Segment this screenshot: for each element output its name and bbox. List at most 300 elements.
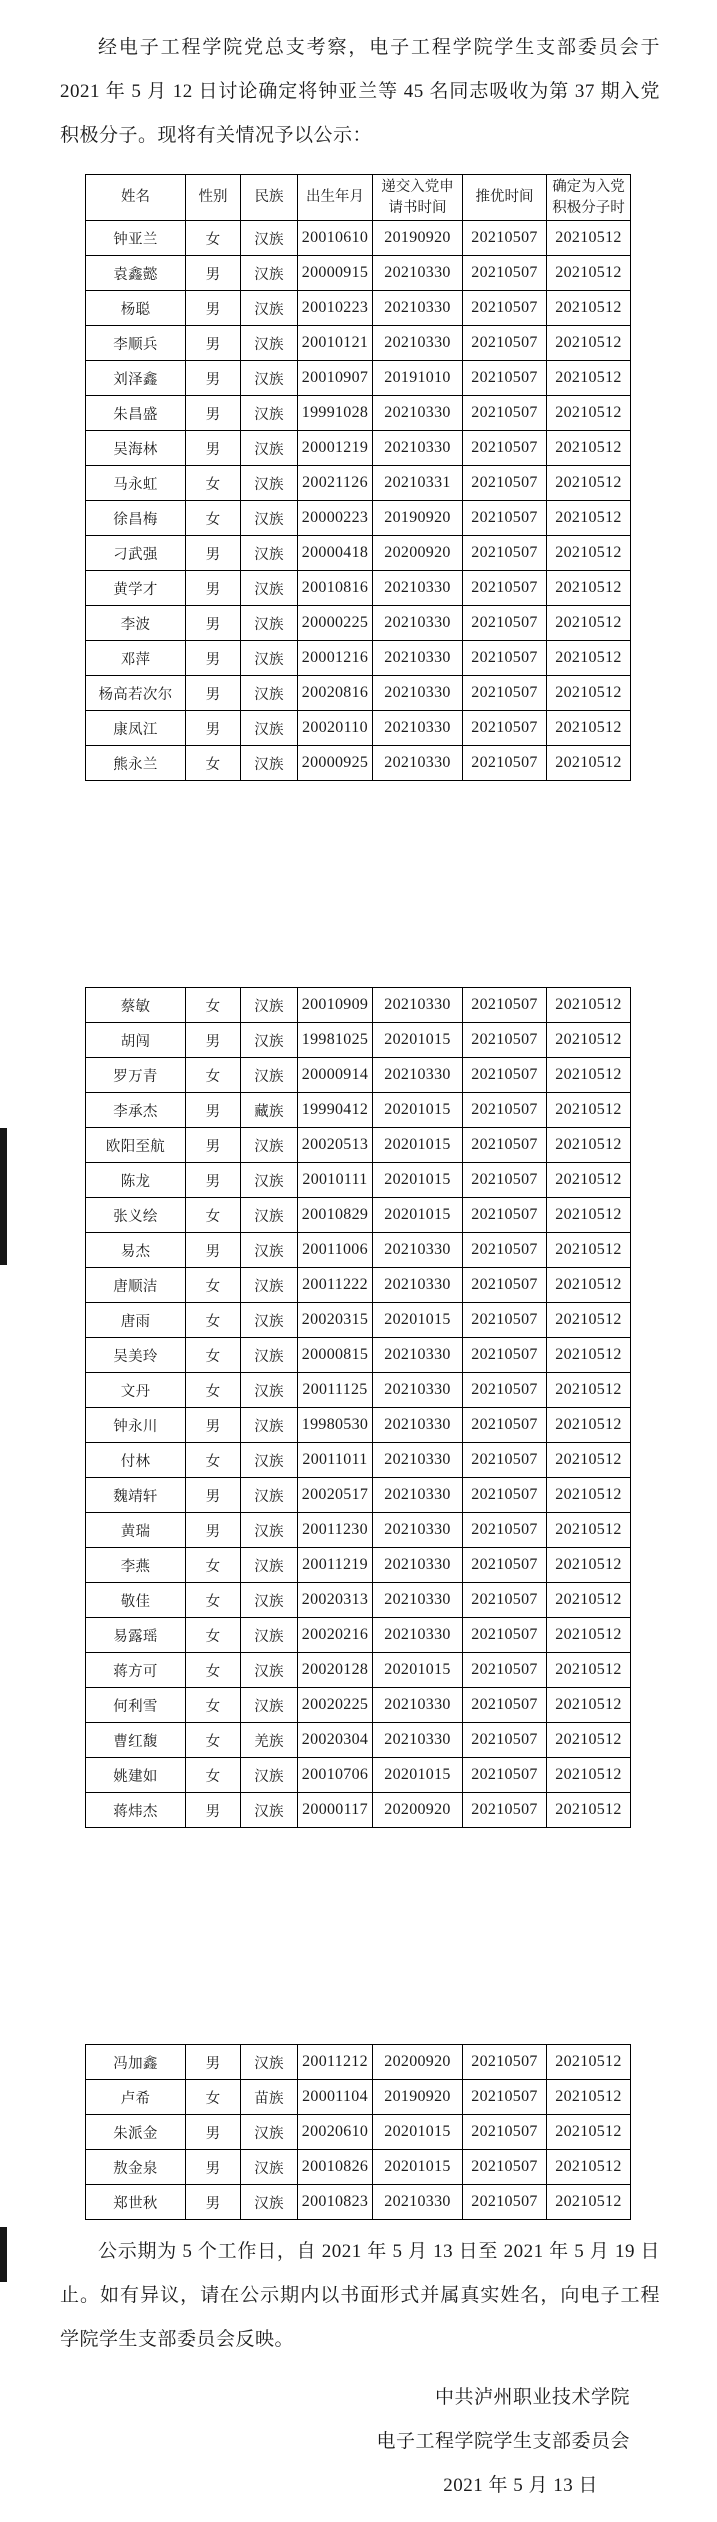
table-cell: 20190920 (373, 501, 463, 536)
table-cell: 20210512 (547, 1268, 631, 1303)
table-cell: 20210330 (373, 291, 463, 326)
table-cell: 汉族 (241, 431, 298, 466)
table-cell: 汉族 (241, 1758, 298, 1793)
table-row (86, 291, 631, 326)
table-row (86, 1338, 631, 1373)
table-cell: 文丹 (86, 1373, 186, 1408)
table-cell: 女 (186, 1198, 241, 1233)
table-cell: 汉族 (241, 1128, 298, 1163)
table-cell: 汉族 (241, 1058, 298, 1093)
table-cell: 20210507 (463, 676, 547, 711)
roster-rows-page-3 (86, 2045, 631, 2220)
table-cell: 胡闯 (86, 1023, 186, 1058)
table-cell: 20201015 (373, 1128, 463, 1163)
table-row (86, 1268, 631, 1303)
table-cell: 女 (186, 2080, 241, 2115)
table-cell: 20210507 (463, 1513, 547, 1548)
table-cell: 20210330 (373, 1548, 463, 1583)
table-cell: 20210507 (463, 1443, 547, 1478)
table-cell: 陈龙 (86, 1163, 186, 1198)
table-cell: 20210512 (547, 1338, 631, 1373)
table-cell: 20010223 (298, 291, 373, 326)
table-cell: 20210330 (373, 676, 463, 711)
table-cell: 汉族 (241, 1618, 298, 1653)
table-cell: 汉族 (241, 988, 298, 1023)
table-cell: 20210512 (547, 1513, 631, 1548)
table-cell: 20210330 (373, 326, 463, 361)
table-cell: 徐昌梅 (86, 501, 186, 536)
table-cell: 20210512 (547, 466, 631, 501)
table-cell: 姚建如 (86, 1758, 186, 1793)
roster-table-page-3 (85, 2044, 631, 2220)
table-cell: 20210512 (547, 1408, 631, 1443)
table-cell: 女 (186, 1443, 241, 1478)
table-cell: 汉族 (241, 711, 298, 746)
table-cell: 20020128 (298, 1653, 373, 1688)
table-cell: 汉族 (241, 361, 298, 396)
table-row (86, 641, 631, 676)
table-cell: 20200920 (373, 536, 463, 571)
table-cell: 熊永兰 (86, 746, 186, 781)
table-cell: 20201015 (373, 1023, 463, 1058)
table-cell: 杨聪 (86, 291, 186, 326)
table-cell: 藏族 (241, 1093, 298, 1128)
table-cell: 20210507 (463, 1758, 547, 1793)
intro-paragraph: 经电子工程学院党总支考察，电子工程学院学生支部委员会于 2021 年 5 月 12 日讨论确定将钟亚兰等 45 名同志吸收为第 37 期入党积极分子。现将有关情况予以公示： (60, 37, 660, 146)
table-cell: 20201015 (373, 2150, 463, 2185)
table-cell: 20000925 (298, 746, 373, 781)
table-cell: 李承杰 (86, 1093, 186, 1128)
table-cell: 女 (186, 1653, 241, 1688)
table-cell: 汉族 (241, 1163, 298, 1198)
table-cell: 汉族 (241, 1793, 298, 1828)
table-cell: 钟永川 (86, 1408, 186, 1443)
table-cell: 20210507 (463, 1303, 547, 1338)
table-cell: 20210512 (547, 256, 631, 291)
table-cell: 20210330 (373, 1233, 463, 1268)
table-cell: 20020610 (298, 2115, 373, 2150)
table-cell: 20210512 (547, 1618, 631, 1653)
table-cell: 20210330 (373, 606, 463, 641)
table-cell: 20210507 (463, 988, 547, 1023)
table-cell: 20210512 (547, 1583, 631, 1618)
table-cell: 汉族 (241, 1233, 298, 1268)
table-cell: 男 (186, 396, 241, 431)
table-cell: 汉族 (241, 501, 298, 536)
table-cell: 20210512 (547, 1758, 631, 1793)
table-cell: 20210330 (373, 746, 463, 781)
table-cell: 女 (186, 1338, 241, 1373)
table-cell: 20210507 (463, 2115, 547, 2150)
table-cell: 张义绘 (86, 1198, 186, 1233)
table-cell: 20210507 (463, 1548, 547, 1583)
table-cell: 汉族 (241, 466, 298, 501)
table-cell: 汉族 (241, 2150, 298, 2185)
table-row (86, 466, 631, 501)
table-cell: 钟亚兰 (86, 221, 186, 256)
table-cell: 20210330 (373, 711, 463, 746)
table-cell: 汉族 (241, 2115, 298, 2150)
header-row (86, 175, 631, 221)
roster-table-page-1 (85, 174, 631, 781)
table-cell: 20011230 (298, 1513, 373, 1548)
table-cell: 20200920 (373, 1793, 463, 1828)
table-cell: 男 (186, 1408, 241, 1443)
table-cell: 20210507 (463, 1583, 547, 1618)
table-cell: 20210507 (463, 1268, 547, 1303)
table-cell: 20210507 (463, 1653, 547, 1688)
column-header-name: 姓名 (86, 175, 186, 221)
table-cell: 黄瑞 (86, 1513, 186, 1548)
table-cell: 20210512 (547, 641, 631, 676)
table-cell: 20201015 (373, 1758, 463, 1793)
table-cell: 20210507 (463, 606, 547, 641)
table-cell: 20210330 (373, 2185, 463, 2220)
table-cell: 20210507 (463, 746, 547, 781)
table-cell: 杨高若次尔 (86, 676, 186, 711)
table-cell: 刘泽鑫 (86, 361, 186, 396)
table-cell: 易露瑶 (86, 1618, 186, 1653)
table-cell: 20001219 (298, 431, 373, 466)
table-row (86, 2115, 631, 2150)
table-cell: 20210507 (463, 1338, 547, 1373)
table-cell: 20210512 (547, 2045, 631, 2080)
table-cell: 汉族 (241, 1338, 298, 1373)
column-header-recommendation-date: 推优时间 (463, 175, 547, 221)
roster-table-page-2 (85, 987, 631, 1828)
table-cell: 男 (186, 2045, 241, 2080)
table-cell: 20210512 (547, 1058, 631, 1093)
table-row (86, 1023, 631, 1058)
table-cell: 汉族 (241, 1408, 298, 1443)
table-cell: 男 (186, 2150, 241, 2185)
table-cell: 20000815 (298, 1338, 373, 1373)
table-cell: 女 (186, 988, 241, 1023)
table-row (86, 1583, 631, 1618)
table-cell: 20210507 (463, 1128, 547, 1163)
table-cell: 男 (186, 711, 241, 746)
table-cell: 蔡敏 (86, 988, 186, 1023)
table-cell: 20210512 (547, 1548, 631, 1583)
table-cell: 女 (186, 1688, 241, 1723)
table-cell: 李燕 (86, 1548, 186, 1583)
table-cell: 男 (186, 2115, 241, 2150)
table-cell: 男 (186, 361, 241, 396)
table-cell: 20011011 (298, 1443, 373, 1478)
table-cell: 男 (186, 1163, 241, 1198)
table-cell: 20010907 (298, 361, 373, 396)
table-cell: 汉族 (241, 606, 298, 641)
table-cell: 20011212 (298, 2045, 373, 2080)
table-cell: 20020816 (298, 676, 373, 711)
table-cell: 男 (186, 1513, 241, 1548)
table-cell: 汉族 (241, 221, 298, 256)
table-row (86, 1198, 631, 1233)
table-row (86, 2080, 631, 2115)
table-cell: 20210330 (373, 641, 463, 676)
table-cell: 20210507 (463, 2080, 547, 2115)
table-cell: 20020304 (298, 1723, 373, 1758)
table-cell: 20210330 (373, 1688, 463, 1723)
table-cell: 汉族 (241, 1513, 298, 1548)
table-cell: 20210512 (547, 571, 631, 606)
table-cell: 20011125 (298, 1373, 373, 1408)
table-cell: 卢希 (86, 2080, 186, 2115)
table-cell: 20210512 (547, 501, 631, 536)
table-cell: 20011219 (298, 1548, 373, 1583)
table-cell: 20210507 (463, 1478, 547, 1513)
table-cell: 汉族 (241, 1268, 298, 1303)
table-cell: 20210507 (463, 1723, 547, 1758)
table-row (86, 1303, 631, 1338)
table-row (86, 1758, 631, 1793)
table-cell: 女 (186, 1548, 241, 1583)
table-cell: 20210507 (463, 431, 547, 466)
table-cell: 男 (186, 676, 241, 711)
table-cell: 苗族 (241, 2080, 298, 2115)
table-cell: 男 (186, 606, 241, 641)
table-cell: 汉族 (241, 326, 298, 361)
table-cell: 20210512 (547, 291, 631, 326)
table-row (86, 256, 631, 291)
table-cell: 19991028 (298, 396, 373, 431)
signature-org-line-2: 电子工程学院学生支部委员会 (376, 2431, 630, 2452)
table-cell: 20011006 (298, 1233, 373, 1268)
table-cell: 汉族 (241, 571, 298, 606)
table-cell: 何利雪 (86, 1688, 186, 1723)
table-cell: 20210512 (547, 1373, 631, 1408)
table-cell: 羌族 (241, 1723, 298, 1758)
table-row (86, 221, 631, 256)
table-cell: 20210512 (547, 1443, 631, 1478)
table-cell: 20010823 (298, 2185, 373, 2220)
table-cell: 汉族 (241, 641, 298, 676)
table-row (86, 501, 631, 536)
table-row (86, 1443, 631, 1478)
table-cell: 女 (186, 1723, 241, 1758)
table-cell: 20200920 (373, 2045, 463, 2080)
table-cell: 唐顺洁 (86, 1268, 186, 1303)
table-cell: 20190920 (373, 221, 463, 256)
table-cell: 20020216 (298, 1618, 373, 1653)
table-cell: 20210512 (547, 1303, 631, 1338)
table-cell: 敖金泉 (86, 2150, 186, 2185)
table-cell: 男 (186, 536, 241, 571)
table-cell: 20210330 (373, 1373, 463, 1408)
table-cell: 20210507 (463, 1373, 547, 1408)
table-cell: 20210512 (547, 676, 631, 711)
table-cell: 20210512 (547, 1128, 631, 1163)
table-cell: 20210507 (463, 1793, 547, 1828)
table-cell: 20210330 (373, 1478, 463, 1513)
table-cell: 女 (186, 746, 241, 781)
table-cell: 20210512 (547, 1093, 631, 1128)
table-cell: 20210512 (547, 361, 631, 396)
table-cell: 20210507 (463, 256, 547, 291)
table-cell: 20210507 (463, 1408, 547, 1443)
signature-org-line-1: 中共泸州职业技术学院 (434, 2387, 630, 2408)
table-cell: 20210507 (463, 641, 547, 676)
table-cell: 敬佳 (86, 1583, 186, 1618)
table-row (86, 1618, 631, 1653)
table-cell: 20010826 (298, 2150, 373, 2185)
table-cell: 20020313 (298, 1583, 373, 1618)
table-cell: 20210330 (373, 396, 463, 431)
table-cell: 唐雨 (86, 1303, 186, 1338)
table-cell: 袁鑫懿 (86, 256, 186, 291)
table-cell: 汉族 (241, 1023, 298, 1058)
table-cell: 黄学才 (86, 571, 186, 606)
table-cell: 20210507 (463, 501, 547, 536)
table-cell: 刁武强 (86, 536, 186, 571)
table-cell: 20000914 (298, 1058, 373, 1093)
table-row (86, 1093, 631, 1128)
table-cell: 20210512 (547, 431, 631, 466)
table-cell: 20210512 (547, 1478, 631, 1513)
table-cell: 女 (186, 1583, 241, 1618)
table-cell: 20020315 (298, 1303, 373, 1338)
table-cell: 20210331 (373, 466, 463, 501)
table-row (86, 361, 631, 396)
table-cell: 20210507 (463, 1233, 547, 1268)
table-cell: 汉族 (241, 2045, 298, 2080)
table-row (86, 1688, 631, 1723)
table-cell: 20210512 (547, 1653, 631, 1688)
table-cell: 20001104 (298, 2080, 373, 2115)
table-cell: 男 (186, 1478, 241, 1513)
table-cell: 汉族 (241, 1478, 298, 1513)
table-cell: 李顺兵 (86, 326, 186, 361)
table-cell: 汉族 (241, 1443, 298, 1478)
table-cell: 20000418 (298, 536, 373, 571)
table-cell: 男 (186, 1093, 241, 1128)
roster-rows-page-2 (86, 988, 631, 1828)
table-cell: 20210330 (373, 1583, 463, 1618)
table-cell: 20210507 (463, 361, 547, 396)
table-cell: 20020513 (298, 1128, 373, 1163)
table-cell: 男 (186, 1233, 241, 1268)
table-cell: 20201015 (373, 1163, 463, 1198)
table-cell: 朱派金 (86, 2115, 186, 2150)
table-row (86, 711, 631, 746)
table-cell: 20210512 (547, 606, 631, 641)
table-cell: 20210512 (547, 1233, 631, 1268)
table-cell: 20210330 (373, 1513, 463, 1548)
table-cell: 汉族 (241, 676, 298, 711)
table-cell: 汉族 (241, 1198, 298, 1233)
table-cell: 20210512 (547, 1163, 631, 1198)
table-cell: 蒋方可 (86, 1653, 186, 1688)
table-cell: 女 (186, 221, 241, 256)
table-cell: 汉族 (241, 291, 298, 326)
table-cell: 20011222 (298, 1268, 373, 1303)
table-cell: 20210507 (463, 1618, 547, 1653)
table-row (86, 2150, 631, 2185)
table-row (86, 1548, 631, 1583)
table-cell: 付林 (86, 1443, 186, 1478)
table-cell: 康凤江 (86, 711, 186, 746)
table-row (86, 536, 631, 571)
table-cell: 19981025 (298, 1023, 373, 1058)
table-cell: 女 (186, 1373, 241, 1408)
table-cell: 男 (186, 431, 241, 466)
column-header-birthdate: 出生年月 (298, 175, 373, 221)
table-cell: 20020110 (298, 711, 373, 746)
table-cell: 罗万青 (86, 1058, 186, 1093)
table-cell: 邓萍 (86, 641, 186, 676)
table-cell: 男 (186, 641, 241, 676)
table-cell: 易杰 (86, 1233, 186, 1268)
table-cell: 女 (186, 1303, 241, 1338)
signature-block (0, 2376, 630, 2508)
table-cell: 男 (186, 571, 241, 606)
table-cell: 20210330 (373, 1268, 463, 1303)
table-row (86, 2185, 631, 2220)
table-cell: 20210512 (547, 326, 631, 361)
table-cell: 20210507 (463, 1058, 547, 1093)
table-cell: 汉族 (241, 2185, 298, 2220)
table-cell: 20210512 (547, 2185, 631, 2220)
table-row (86, 1128, 631, 1163)
table-cell: 20210507 (463, 291, 547, 326)
column-header-gender: 性别 (186, 175, 241, 221)
table-cell: 20020517 (298, 1478, 373, 1513)
table-cell: 朱昌盛 (86, 396, 186, 431)
table-row (86, 571, 631, 606)
table-cell: 20000117 (298, 1793, 373, 1828)
table-cell: 女 (186, 466, 241, 501)
table-cell: 20010829 (298, 1198, 373, 1233)
scan-artifact-bar (0, 2227, 7, 2282)
table-cell: 汉族 (241, 1583, 298, 1618)
table-cell: 19980530 (298, 1408, 373, 1443)
table-cell: 欧阳至航 (86, 1128, 186, 1163)
table-cell: 20010816 (298, 571, 373, 606)
table-cell: 20210512 (547, 2150, 631, 2185)
table-cell: 20210330 (373, 1058, 463, 1093)
table-cell: 20210507 (463, 466, 547, 501)
table-cell: 20010121 (298, 326, 373, 361)
table-cell: 20210507 (463, 1093, 547, 1128)
table-cell: 20210507 (463, 2150, 547, 2185)
table-cell: 汉族 (241, 1688, 298, 1723)
table-row (86, 1793, 631, 1828)
table-cell: 20210330 (373, 988, 463, 1023)
column-header-ethnicity: 民族 (241, 175, 298, 221)
table-row (86, 746, 631, 781)
table-cell: 20210507 (463, 326, 547, 361)
table-cell: 女 (186, 501, 241, 536)
table-row (86, 988, 631, 1023)
table-cell: 20210512 (547, 1793, 631, 1828)
table-row (86, 1163, 631, 1198)
table-cell: 20210507 (463, 1688, 547, 1723)
table-cell: 20210330 (373, 1338, 463, 1373)
table-cell: 20210507 (463, 1198, 547, 1233)
table-cell: 20010111 (298, 1163, 373, 1198)
table-cell: 女 (186, 1058, 241, 1093)
table-row (86, 431, 631, 466)
table-cell: 20000225 (298, 606, 373, 641)
table-cell: 20201015 (373, 1093, 463, 1128)
table-cell: 冯加鑫 (86, 2045, 186, 2080)
table-row (86, 676, 631, 711)
table-cell: 汉族 (241, 396, 298, 431)
table-cell: 20201015 (373, 2115, 463, 2150)
table-row (86, 1723, 631, 1758)
table-cell: 20201015 (373, 1198, 463, 1233)
table-row (86, 1058, 631, 1093)
